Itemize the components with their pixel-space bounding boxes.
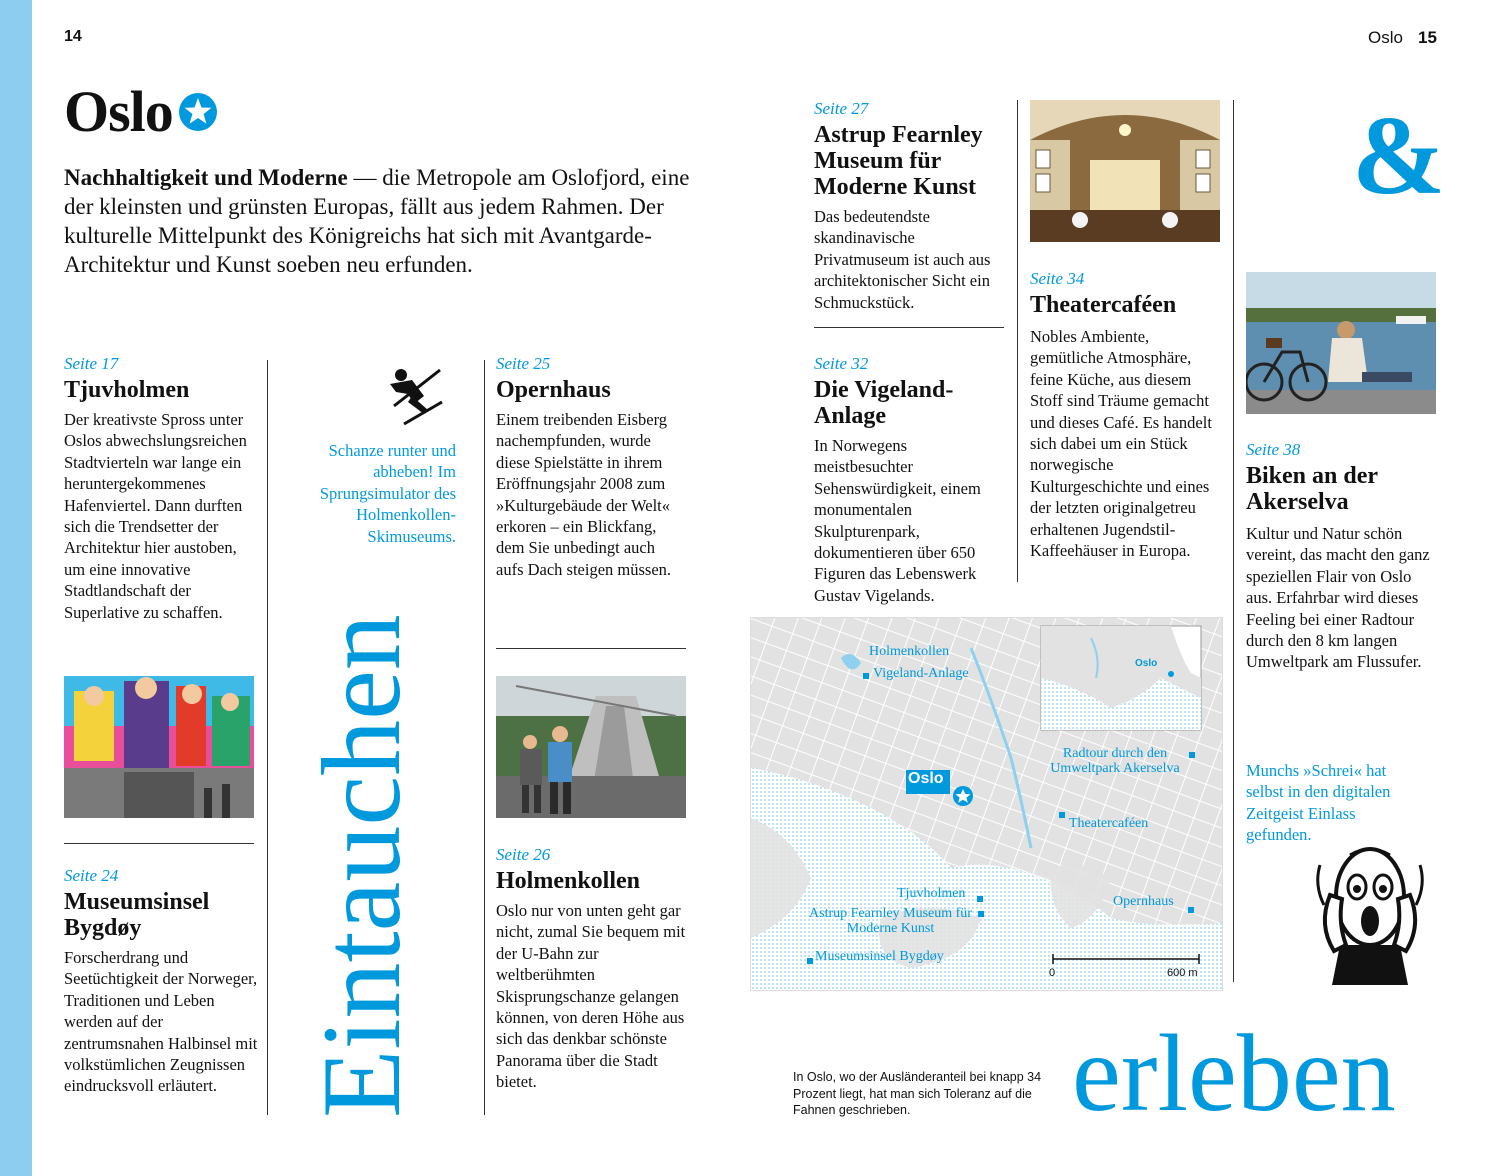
- left-page-number: 14: [64, 28, 82, 45]
- map-label-theatercafeen: Theatercaféen: [1069, 816, 1149, 831]
- section-heading: Die Vigeland-Anlage: [814, 377, 954, 429]
- map-marker: [1189, 752, 1195, 758]
- section-heading: Astrup Fearnley Museum für Moderne Kunst: [814, 122, 983, 200]
- column-rule: [1233, 100, 1234, 982]
- section-vigeland: [814, 354, 1010, 606]
- map-marker: [863, 673, 869, 679]
- map-inset-label: Oslo: [1135, 658, 1158, 669]
- divider: [64, 843, 254, 844]
- intro-text: — die Metropole am Oslofjord, eine der kleinsten und grünsten Europas, fällt aus jedem Rahmen. Der kulturelle Mittelpunkt des Königreichs hat sich mit Avantgarde-Architektur und Kunst soeben neu erfunden.: [64, 165, 690, 277]
- map-label-astrup: Astrup Fearnley Museum für Moderne Kunst: [809, 906, 972, 936]
- eintauchen-word: Eintauchen: [300, 614, 424, 1118]
- map-label-museumsinsel: Museumsinsel Bygdøy: [815, 949, 944, 964]
- column-rule: [1017, 100, 1018, 582]
- map-label-tjuvholmen: Tjuvholmen: [897, 886, 966, 901]
- section-text: Oslo nur von unten geht gar nicht, zumal Sie bequem mit der U-Bahn zur weltberühmten Skisprungschanze gelangen können, von deren Höhe aus sich das denkbar schönste Panorama über die Stadt bietet.: [496, 901, 686, 1092]
- page-ref: Seite 24: [64, 866, 119, 885]
- map-marker: [1188, 907, 1194, 913]
- section-opernhaus: [496, 354, 686, 580]
- map-scale-start: 0: [1049, 967, 1056, 979]
- section-theatercafeen: [1030, 269, 1225, 561]
- bike-photo: [1246, 272, 1436, 414]
- section-akerselva: [1246, 440, 1441, 673]
- ski-jump-photo: [496, 676, 686, 818]
- mural-photo: [64, 676, 254, 818]
- scream-icon: [1310, 835, 1430, 995]
- section-text: Einem treibenden Eisberg nachempfunden, wurde diese Spielstätte in ihrem Eröffnungsjahr 2008 zum »Kulturgebäude der Welt« erkoren – ein Blickfang, dem Sie unbedingt auch aufs Dach steigen müssen.: [496, 410, 672, 579]
- section-holmenkollen: [496, 845, 686, 1093]
- section-tjuvholmen: [64, 354, 260, 623]
- skier-icon: [384, 366, 444, 426]
- page-ref: Seite 38: [1246, 440, 1301, 459]
- section-heading: Theatercaféen: [1030, 292, 1177, 318]
- munch-sidenote: Munchs »Schrei« hat selbst in den digitalen Zeitgeist Einlass gefunden.: [1246, 761, 1391, 845]
- section-museumsinsel: [64, 866, 260, 1097]
- map-scale-end: 600 m: [1167, 967, 1198, 979]
- divider: [814, 327, 1004, 328]
- intro-paragraph: [64, 163, 694, 279]
- map-marker: [807, 958, 813, 964]
- page-ref: Seite 34: [1030, 269, 1085, 288]
- page-title: Oslo: [64, 79, 173, 144]
- map-label-opernhaus: Opernhaus: [1113, 894, 1174, 909]
- page-ref: Seite 25: [496, 354, 551, 373]
- divider: [496, 648, 686, 649]
- map-label-radtour: Radtour durch den Umweltpark Akerselva: [1050, 746, 1180, 776]
- map-label-holmenkollen: Holmenkollen: [869, 644, 950, 659]
- page-ref: Seite 26: [496, 845, 551, 864]
- ski-sidenote: Schanze runter und abheben! Im Sprungsimulator des Holmenkollen-Skimuseums.: [319, 441, 456, 546]
- section-heading: Tjuvholmen: [64, 377, 190, 403]
- section-astrup: [814, 99, 1004, 313]
- section-text: Das bedeutendste skandinavische Privatmuseum ist auch aus architektonischer Sicht ein Schmuckstück.: [814, 207, 991, 312]
- ampersand: &: [1352, 94, 1446, 218]
- page-ref: Seite 27: [814, 99, 869, 118]
- section-heading: Opernhaus: [496, 377, 611, 403]
- page-ref: Seite 32: [814, 354, 869, 373]
- right-page-number: 15: [1418, 28, 1437, 47]
- map-marker: [1059, 812, 1065, 818]
- running-title: Oslo: [1368, 28, 1403, 47]
- sidebar-color-strip: [0, 0, 32, 1176]
- map-marker: [977, 896, 983, 902]
- section-text: Forscherdrang und Seetüchtigkeit der Norweger, Traditionen und Leben werden auf der zentrumsnahen Halbinsel mit volkstümlichen Zeugnissen eindrucksvoll erläutert.: [64, 948, 258, 1096]
- map-label-vigeland: Vigeland-Anlage: [873, 666, 969, 681]
- column-rule: [267, 360, 268, 1115]
- section-heading: Museumsinsel Bygdøy: [64, 889, 210, 941]
- page-ref: Seite 17: [64, 354, 119, 373]
- cafe-photo: [1030, 100, 1220, 242]
- section-text: Kultur und Natur schön vereint, das macht den ganz speziellen Flair von Oslo aus. Erfahrbar wird dieses Feeling bei einer Radtour durch den 8 km langen Umweltpark am Flussufer.: [1246, 524, 1430, 672]
- section-text: Der kreativste Spross unter Oslos abwechslungsreichen Stadtvierteln war lange ein heruntergekommenes Hafenviertel. Dann durften sich die Trendsetter der Architektur hier austoben, um eine innovative Stadtlandschaft der Superlative zu schaffen.: [64, 410, 247, 622]
- section-heading: Holmenkollen: [496, 868, 641, 894]
- section-heading: Biken an der Akerselva: [1246, 463, 1378, 515]
- erleben-word: erleben: [1072, 1012, 1396, 1134]
- section-text: In Norwegens meistbesuchter Sehenswürdigkeit, einem monumentalen Skulpturenpark, dokumentieren über 650 Figuren das Lebenswerk Gustav Vigelands.: [814, 436, 981, 605]
- star-icon: [178, 92, 218, 132]
- section-text: Nobles Ambiente, gemütliche Atmosphäre, feine Küche, aus diesem Stoff sind Träume gemacht und dieses Café. Es handelt sich dabei um ein Stück norwegische Kulturgeschichte und eines der letzten originalgetreu erhaltenen Jugendstil-Kaffeehäuser in Europa.: [1030, 327, 1212, 561]
- intro-lead: Nachhaltigkeit und Moderne: [64, 165, 348, 190]
- city-map: [750, 617, 1223, 991]
- map-marker: [978, 911, 984, 917]
- map-city-label: Oslo: [908, 770, 944, 787]
- column-rule: [484, 360, 485, 1115]
- photo-caption: In Oslo, wo der Ausländeranteil bei knapp 34 Prozent liegt, hat man sich Toleranz auf die Fahnen geschrieben.: [793, 1070, 1042, 1117]
